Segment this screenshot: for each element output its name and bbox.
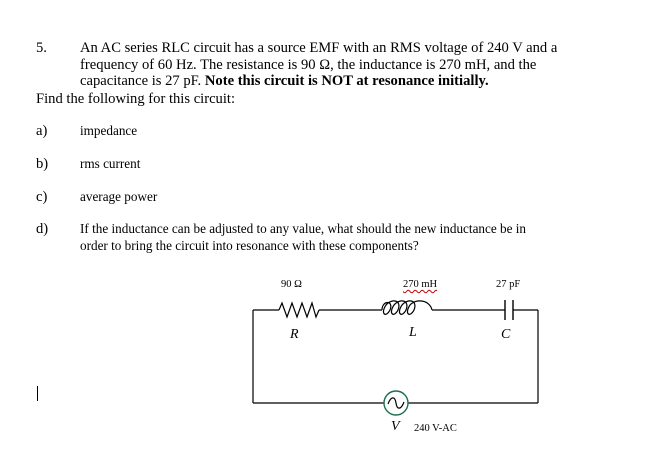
inductor-value-label: 270 mH [403, 279, 438, 290]
problem-number: 5. [36, 40, 47, 56]
resonance-note-period: . [485, 73, 489, 89]
resonance-note: Note this circuit is NOT at resonance initially [204, 73, 485, 89]
capacitance-sentence: capacitance is 27 pF. [80, 73, 202, 89]
question-c-text: average power [80, 189, 158, 204]
question-c-label: c) [36, 189, 48, 205]
resistor-symbol [279, 303, 319, 317]
resistor-symbol-label: R [290, 327, 299, 342]
question-d-text-line-1: If the inductance can be adjusted to any value, what should the new inductance be in [80, 221, 527, 236]
problem-text-line-1: An AC series RLC circuit has a source EMF with an RMS voltage of 240 V and a [80, 40, 558, 56]
question-b-text: rms current [80, 156, 141, 171]
question-a-text: impedance [80, 123, 138, 138]
capacitor-value-label: 27 pF [496, 279, 521, 290]
problem-text-line-2: frequency of 60 Hz. The resistance is 90 Ω, the inductance is 270 mH, and the [80, 57, 537, 73]
question-a-label: a) [36, 123, 48, 139]
capacitor-symbol-label: C [501, 327, 511, 342]
inductor-symbol [382, 301, 432, 314]
instruction-text: Find the following for this circuit: [36, 91, 236, 107]
source-symbol-label: V [391, 419, 400, 434]
question-d-text-line-2: order to bring the circuit into resonance with these components? [80, 238, 419, 253]
question-d-label: d) [36, 221, 49, 237]
source-value-label: 240 V-AC [414, 423, 457, 434]
inductor-symbol-label: L [409, 325, 417, 340]
question-b-label: b) [36, 156, 49, 172]
resistor-value-label: 90 Ω [281, 279, 302, 290]
